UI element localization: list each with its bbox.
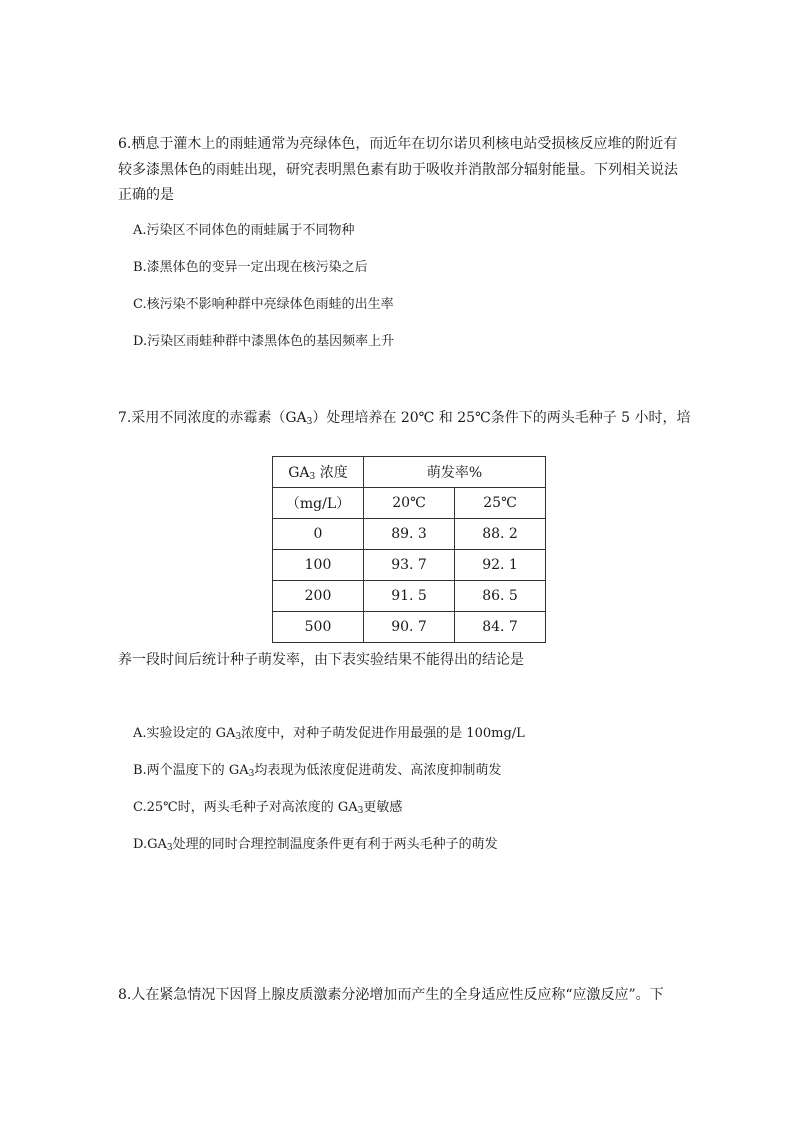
q6-stem-line-2: 较多漆黑体色的雨蛙出现，研究表明黑色素有助于吸收并消散部分辐射能量。下列相关说法 [118, 162, 678, 178]
header-germination-rate: 萌发率% [364, 457, 546, 488]
row-rate-25: 88. 2 [455, 519, 546, 550]
q6-option-a: A.污染区不同体色的雨蛙属于不同物种 [133, 223, 355, 238]
q7-option-d: $D.GA_3$处理的同时合理控制温度条件更有利于两头毛种子的萌发 [133, 837, 498, 853]
q7-option-c: C.25℃时，两头毛种子对高浓度的 $GA_3$更敏感 [133, 800, 403, 816]
row-concentration: 0 [273, 519, 364, 550]
q6-stem-line-1: 6.栖息于灌木上的雨蛙通常为亮绿体色，而近年在切尔诺贝利核电站受损核反应堆的附近有 [118, 136, 678, 152]
table-row [273, 581, 546, 612]
header-concentration: $GA_3$ 浓度 [273, 457, 364, 488]
row-rate-20: 90. 7 [364, 612, 455, 643]
row-rate-25: 86. 5 [455, 581, 546, 612]
table-row [273, 519, 546, 550]
row-rate-25: 84. 7 [455, 612, 546, 643]
header-unit: （mg/L） [273, 488, 364, 519]
header-temp-20: 20℃ [364, 488, 455, 519]
q6-stem-line-3: 正确的是 [118, 187, 174, 203]
row-rate-20: 91. 5 [364, 581, 455, 612]
row-rate-20: 93. 7 [364, 550, 455, 581]
q7-stem-line-1: 7.采用不同浓度的赤霉素$(GA_3)$处理培养在 20℃ 和 25℃条件下的两头毛种子 5 小时，培 [118, 410, 691, 427]
row-concentration: 200 [273, 581, 364, 612]
row-concentration: 500 [273, 612, 364, 643]
q8-stem-line-1: 8.人在紧急情况下因肾上腺皮质激素分泌增加而产生的全身适应性反应称“应激反应”。下 [118, 987, 664, 1003]
q6-option-d: D.污染区雨蛙种群中漆黑体色的基因频率上升 [133, 334, 395, 349]
q7-option-b: B.两个温度下的 $GA_3$均表现为低浓度促进萌发、高浓度抑制萌发 [133, 763, 502, 779]
q7-stem-line-2: 养一段时间后统计种子萌发率，由下表实验结果不能得出的结论是 [118, 652, 524, 668]
table-row [273, 550, 546, 581]
germination-rate-table [272, 456, 546, 643]
table-row [273, 612, 546, 643]
q6-option-b: B.漆黑体色的变异一定出现在核污染之后 [133, 260, 368, 275]
q7-option-a: A.实验设定的 $GA_3$浓度中，对种子萌发促进作用最强的是 100mg/L [133, 726, 525, 742]
q6-option-c: C.核污染不影响种群中亮绿体色雨蛙的出生率 [133, 297, 394, 312]
row-rate-25: 92. 1 [455, 550, 546, 581]
header-temp-25: 25℃ [455, 488, 546, 519]
row-concentration: 100 [273, 550, 364, 581]
row-rate-20: 89. 3 [364, 519, 455, 550]
